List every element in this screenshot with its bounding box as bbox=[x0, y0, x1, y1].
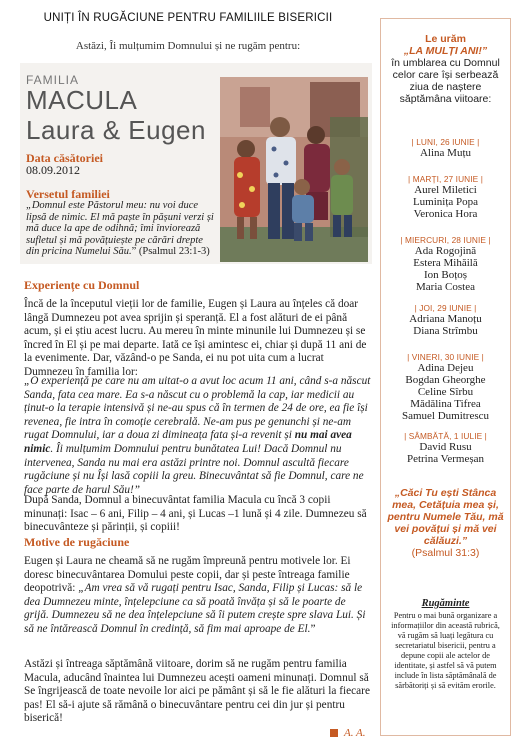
author-signature bbox=[330, 727, 366, 739]
sidebar-intro-line-1: Le urăm bbox=[425, 33, 466, 45]
motives-section-title: Motive de rugăciune bbox=[24, 535, 130, 549]
family-names: Laura & Eugen bbox=[26, 115, 206, 145]
signature-text: A. A. bbox=[344, 727, 366, 739]
page-header: UNIȚI ÎN RUGĂCIUNE PENTRU FAMILIILE BISERICII bbox=[43, 12, 333, 24]
verse-reference: ” (Psalmul 23:1-3) bbox=[131, 246, 210, 257]
birthday-day-label: | SÂMBĂTĂ, 1 IULIE | bbox=[404, 431, 487, 441]
experience-section-title: Experiențe cu Domnul bbox=[24, 278, 140, 292]
birthday-sidebar bbox=[380, 18, 511, 736]
birthday-day bbox=[383, 235, 508, 293]
birthday-day bbox=[383, 352, 508, 422]
family-photo bbox=[220, 77, 368, 262]
motives-quote-end: ” bbox=[310, 622, 316, 635]
family-surname: MACULA bbox=[26, 85, 138, 115]
sidebar-intro-line-2: „LA MULȚI ANI!” bbox=[403, 45, 488, 57]
birthday-day-label: | VINERI, 30 IUNIE | bbox=[407, 352, 484, 362]
wedding-date-value: 08.09.2012 bbox=[26, 163, 80, 177]
motives-paragraph-2: Astăzi și întreaga săptămână viitoare, dorim să ne rugăm pentru familia Macula, aducând înaintea lui Dumnezeu acești oameni minunați. Domnul să Se îngrijească de toate nevoile lor aici pe pământ și să le fie alături la fiecare pas! El să-i ajute să rămână o binecuvântare pentru cei din jur și pentru biserică! bbox=[24, 658, 370, 725]
family-feature-box bbox=[20, 63, 372, 264]
experience-quote-part-1: „O experiență pe care nu am uitat-o a avut loc acum 11 ani, când s-a născut Sanda, fata cea mare. Ea s-a născut cu o problemă la cap, iar medicii au ținut-o la terapie intensivă și ne-au spus că în termen de 24 de ore, ea fie își revenea, fie intra în comoție cerebrală. Ne-am pus pe genunchi și ne-am rugat Domnului, iar a doua zi dimineața fata și-a revenit și bbox=[24, 375, 371, 442]
birthday-names: Aurel Miletici Luminița Popa Veronica Hora bbox=[412, 184, 479, 220]
birthday-names: Alina Muțu bbox=[419, 147, 472, 159]
experience-quote-part-2: . Îi mulțumim Domnului pentru bunătatea Lui! Dacă Domnul nu intervenea, Sanda nu mai era astăzi printre noi. Domnul ascultă fiecare rugăciune și nu Își lasă copiii la greu. Binecuvântat să fie Domnul, care ne face parte de harul Său!” bbox=[24, 442, 364, 496]
sidebar-quote-text: „Căci Tu ești Stânca mea, Cetățuia mea și, pentru Numele Tău, mă vei povățui și mă vei călăuzi.” bbox=[387, 487, 504, 547]
birthday-day bbox=[383, 137, 508, 159]
sidebar-quote-reference: (Psalmul 31:3) bbox=[411, 547, 480, 559]
motives-paragraph-1 bbox=[24, 555, 372, 637]
birthday-day bbox=[383, 174, 508, 220]
motives-intro: Eugen și Laura ne cheamă să ne rugăm împreună pentru motivele lor. Ei doresc binecuvântarea Domului peste copii, dar și peste întreaga familie deopotrivă: bbox=[24, 555, 351, 595]
experience-paragraph-1: Încă de la începutul vieții lor de familie, Eugen și Laura au înțeles că doar lângă Dumnezeu pot avea sprijin și speranță. El a fost alături de ei până acum, și ei știu acest lucru. Au mereu în minte minunile lui Dumnezeu și se încred în El și pe mai departe. Iată ce își amintesc ei, chiar și după 11 ani de la evenimente. Dar, văzând-o pe Sanda, ei nu pot uita cum a lucrat Dumnezeu în familia lor: bbox=[24, 298, 367, 378]
experience-paragraph-2: După Sanda, Domnul a binecuvântat familia Macula cu încă 3 copii minunați: Isac – 6 ani, Filip – 4 ani, și Lucas –1 lună și 4 zile. Dumnezeu să binecuvânteze și părinții, și copiii! bbox=[24, 494, 367, 534]
motives-quote: „Am vrea să vă rugați pentru Isac, Sanda, Filip și Lucas: să le dea Dumnezeu minte, înțelepciune ca să poată învăța și să le poarte de grijă. Dumnezeu să ne dea înțelepciune să îi putem crește spre slava Lui. Și să ne întărească Domnul în credință, să fim mai aproape de El. bbox=[24, 582, 366, 635]
birthday-names: Adriana Manoțu Diana Strîmbu bbox=[409, 313, 482, 337]
experience-quote-bold: nu mai avea nimic bbox=[24, 429, 352, 455]
page-subheader: Astăzi, Îi mulțumim Domnului și ne rugăm pentru: bbox=[75, 40, 301, 52]
family-verse-text bbox=[26, 200, 218, 258]
birthday-names: David Rusu Petrina Vermeșan bbox=[406, 441, 485, 465]
signature-square-icon bbox=[330, 729, 338, 737]
birthday-day-label: | JOI, 29 IUNIE | bbox=[414, 303, 477, 313]
sidebar-intro bbox=[385, 33, 506, 105]
birthday-day bbox=[383, 431, 508, 465]
birthday-day-label: | MARȚI, 27 IUNIE | bbox=[408, 174, 483, 184]
request-title: Rugăminte bbox=[421, 598, 470, 609]
family-verse-label: Versetul familiei bbox=[26, 187, 110, 201]
family-label: FAMILIA bbox=[26, 73, 80, 87]
wedding-date-label: Data căsătoriei bbox=[26, 151, 103, 165]
birthday-names: Ada Rogojină Estera Mihăilă Ion Boțoș Maria Costea bbox=[413, 245, 478, 293]
birthday-day bbox=[383, 303, 508, 337]
request-text: Pentru o mai bună organizare a informațiilor din această rubrică, vă rugăm să luați legătura cu secretariatul bisericii, pentru a depune copii ale actelor de identitate, și astfel să vă putem include în lista săptămânală de sărbătoriți și să evităm erorile. bbox=[391, 611, 500, 690]
sidebar-intro-line-3: în umblarea cu Domnul celor care își serbează ziua de naștere săptămâna viitoare: bbox=[391, 57, 500, 105]
verse-body: „Domnul este Păstorul meu: nu voi duce lipsă de nimic. El mă paște în pășuni verzi și mă duce la ape de odihnă; îmi înviorează sufletul și mă povățuiește pe cărări drepte din pricina Numelui Său. bbox=[26, 200, 214, 257]
sidebar-bible-quote bbox=[385, 487, 506, 559]
birthday-day-label: | LUNI, 26 IUNIE | bbox=[411, 137, 480, 147]
experience-quote bbox=[24, 375, 372, 497]
birthday-day-label: | MIERCURI, 28 IUNIE | bbox=[400, 235, 491, 245]
birthday-names: Adina Dejeu Bogdan Gheorghe Celine Sîrbu Mădălina Tifrea Samuel Dumitrescu bbox=[401, 362, 490, 422]
